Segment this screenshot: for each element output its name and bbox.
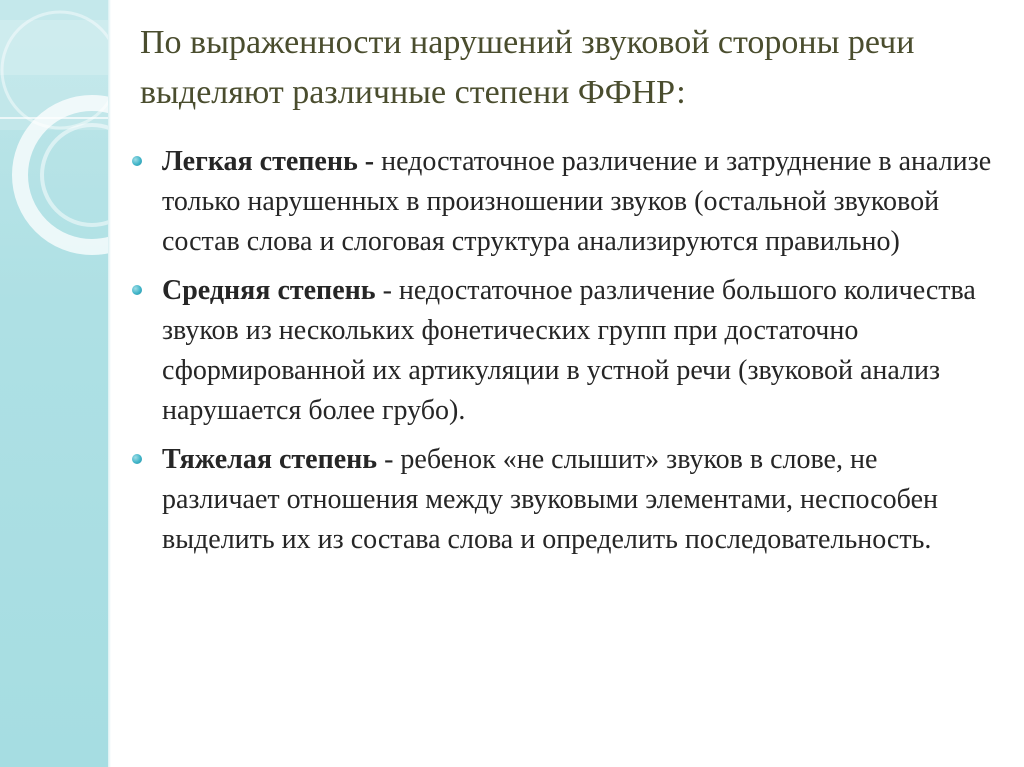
slide-title: По выраженности нарушений звуковой стороны речи выделяют различные степени ФФНР:: [140, 24, 915, 111]
item-text: - ребенок «не слышит» звуков в слове, не различает отношения между звуковыми элементами, неспособен выделить их из состава слова и определить последовательность.: [162, 444, 938, 555]
side-band-edge: [108, 0, 111, 767]
list-item-mild: [128, 142, 998, 262]
bullet-dot-icon: [132, 285, 142, 295]
item-term: Тяжелая степень: [162, 444, 378, 475]
decorative-rings-icon: [0, 0, 110, 767]
item-text: недостаточное различение и затруднение в анализе только нарушенных в произношении звуков (остальной звуковой состав слова и слоговая структура анализируются правильно): [162, 146, 992, 257]
item-term: Средняя степень: [162, 275, 376, 306]
bullet-dot-icon: [132, 156, 142, 166]
bullet-dot-icon: [132, 454, 142, 464]
list-item-severe: [128, 440, 998, 560]
item-term: Легкая степень -: [162, 146, 375, 177]
bullet-list: [128, 142, 998, 569]
list-item-medium: [128, 271, 998, 431]
decorative-side-band: [0, 0, 110, 767]
item-text: - недостаточное различение большого количества звуков из нескольких фонетических групп при достаточно сформированной их артикуляции в устной речи (звуковой анализ нарушается более грубо).: [162, 275, 976, 426]
